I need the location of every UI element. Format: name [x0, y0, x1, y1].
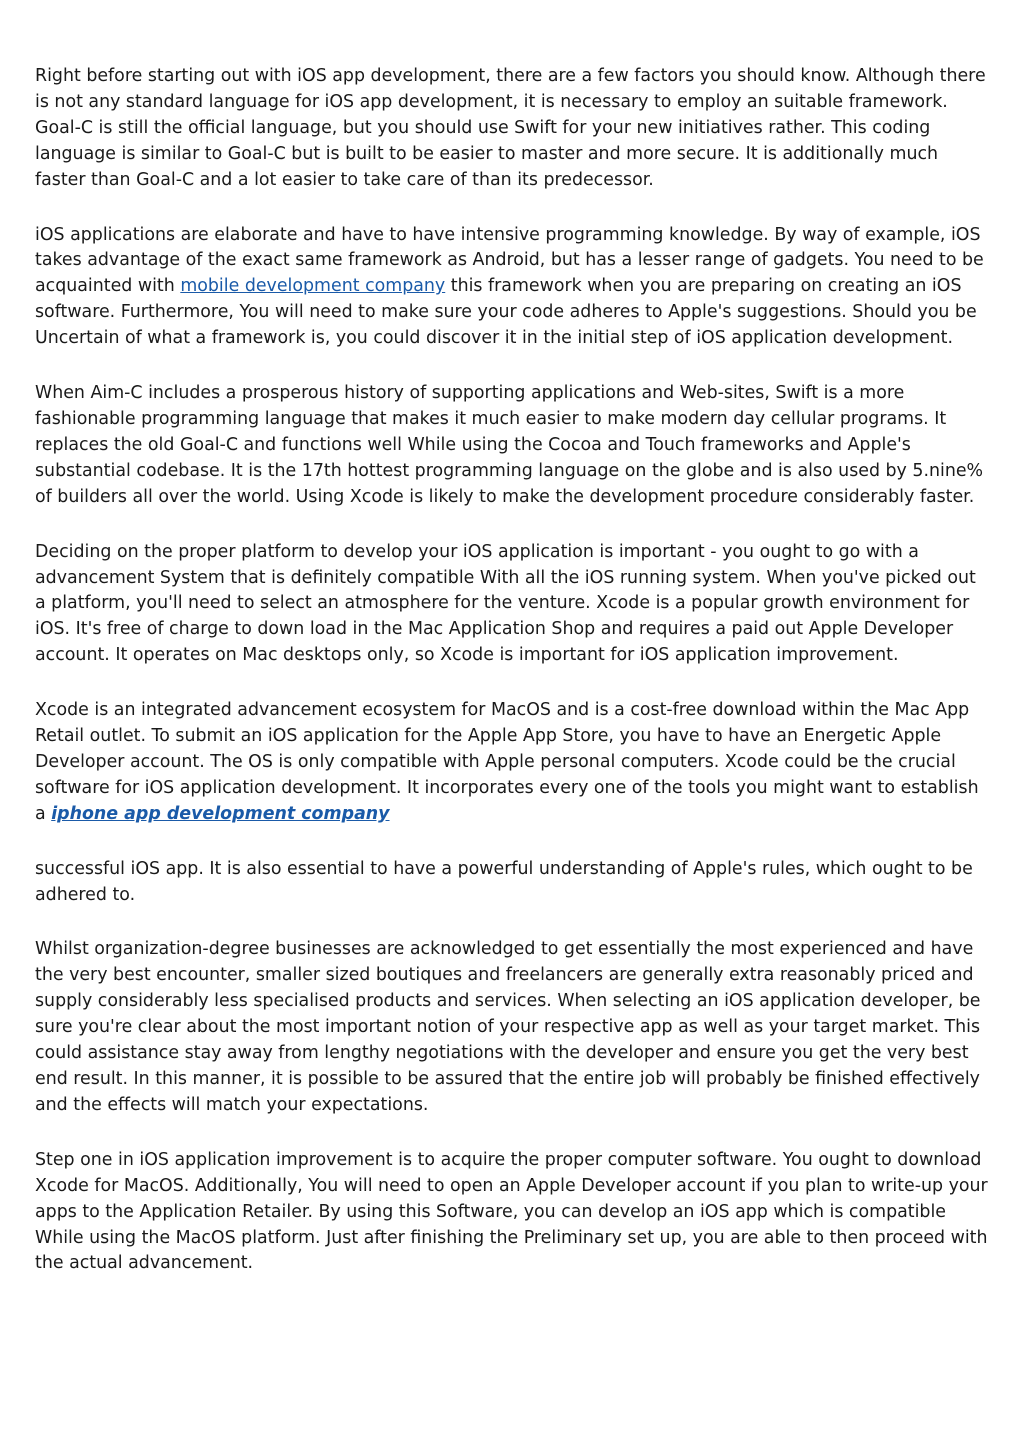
- paragraph-4-text: Deciding on the proper platform to develop your iOS application is important - you ought to go with a advancement System that is definitely compatible With all the iOS running system. When you've picked out a platform, you'll need to select an atmosphere for the venture. Xcode is a popular growth environment for iOS. It's free of charge to down load in the Mac Application Shop and requires a paid out Apple Developer account. It operates on Mac desktops only, so Xcode is important for iOS application improvement.: [35, 541, 976, 666]
- document-body: [35, 64, 990, 1306]
- paragraph-3-text: When Aim-C includes a prosperous history of supporting applications and Web-sites, Swift is a more fashionable programming language that makes it much easier to make modern day cellular programs. It replaces the old Goal-C and functions well While using the Cocoa and Touch frameworks and Apple's substantial codebase. It is the 17th hottest programming language on the globe and is also used by 5.nine% of builders all over the world. Using Xcode is likely to make the development procedure considerably faster.: [35, 383, 984, 507]
- paragraph-2: [35, 223, 990, 353]
- paragraph-2-text-before: iOS applications are elaborate and have to have intensive programming knowledge. By way of example, iOS takes advantage of the exact same framework as Android, but has a lesser range of gadgets. You need to be acquainted with: [35, 224, 984, 297]
- paragraph-8-text: Step one in iOS application improvement is to acquire the proper computer software. You ought to download Xcode for MacOS. Additionally, You will need to open an Apple Developer account if you plan to write-up your apps to the Application Retailer. By using this Software, you can develop an iOS app which is compatible While using the MacOS platform. Just after finishing the Preliminary set up, you are able to then proceed with the actual advancement.: [35, 1149, 988, 1274]
- paragraph-3: [35, 381, 990, 511]
- paragraph-1: [35, 64, 990, 194]
- paragraph-1-text: Right before starting out with iOS app development, there are a few factors you should know. Although there is not any standard language for iOS app development, it is necessary to employ an suitable framework. Goal-C is still the official language, but you should use Swift for your new initiatives rather. This coding language is similar to Goal-C but is built to be easier to master and more secure. It is additionally much faster than Goal-C and a lot easier to take care of than its predecessor.: [35, 66, 986, 190]
- paragraph-4: [35, 540, 990, 670]
- iphone-app-development-company-link[interactable]: iphone app development company: [51, 803, 390, 824]
- paragraph-8: [35, 1148, 990, 1278]
- paragraph-5: [35, 698, 990, 828]
- mobile-development-company-link[interactable]: mobile development company: [180, 276, 446, 297]
- paragraph-7-text: Whilst organization-degree businesses are acknowledged to get essentially the most experienced and have the very best encounter, smaller sized boutiques and freelancers are generally extra reasonably priced and supply considerably less specialised products and services. When selecting an iOS application developer, be sure you're clear about the most important notion of your respective app as well as your target market. This could assistance stay away from lengthy negotiations with the developer and ensure you get the very best end result. In this manner, it is possible to be assured that the entire job will probably be finished effectively and the effects will match your expectations.: [35, 939, 981, 1115]
- paragraph-6: [35, 857, 990, 909]
- paragraph-6-text: successful iOS app. It is also essential to have a powerful understanding of Apple's rules, which ought to be adhered to.: [35, 858, 973, 905]
- paragraph-2-text-after: this framework when you are preparing on creating an iOS software. Furthermore, You will need to make sure your code adheres to Apple's suggestions. Should you be Uncertain of what a framework is, you could discover it in the initial step of iOS application development.: [35, 276, 977, 349]
- paragraph-7: [35, 937, 990, 1118]
- paragraph-5-text-before: Xcode is an integrated advancement ecosystem for MacOS and is a cost-free download within the Mac App Retail outlet. To submit an iOS application for the Apple App Store, you have to have an Energetic Apple Developer account. The OS is only compatible with Apple personal computers. Xcode could be the crucial software for iOS application development. It incorporates every one of the tools you might want to establish a: [35, 700, 979, 824]
